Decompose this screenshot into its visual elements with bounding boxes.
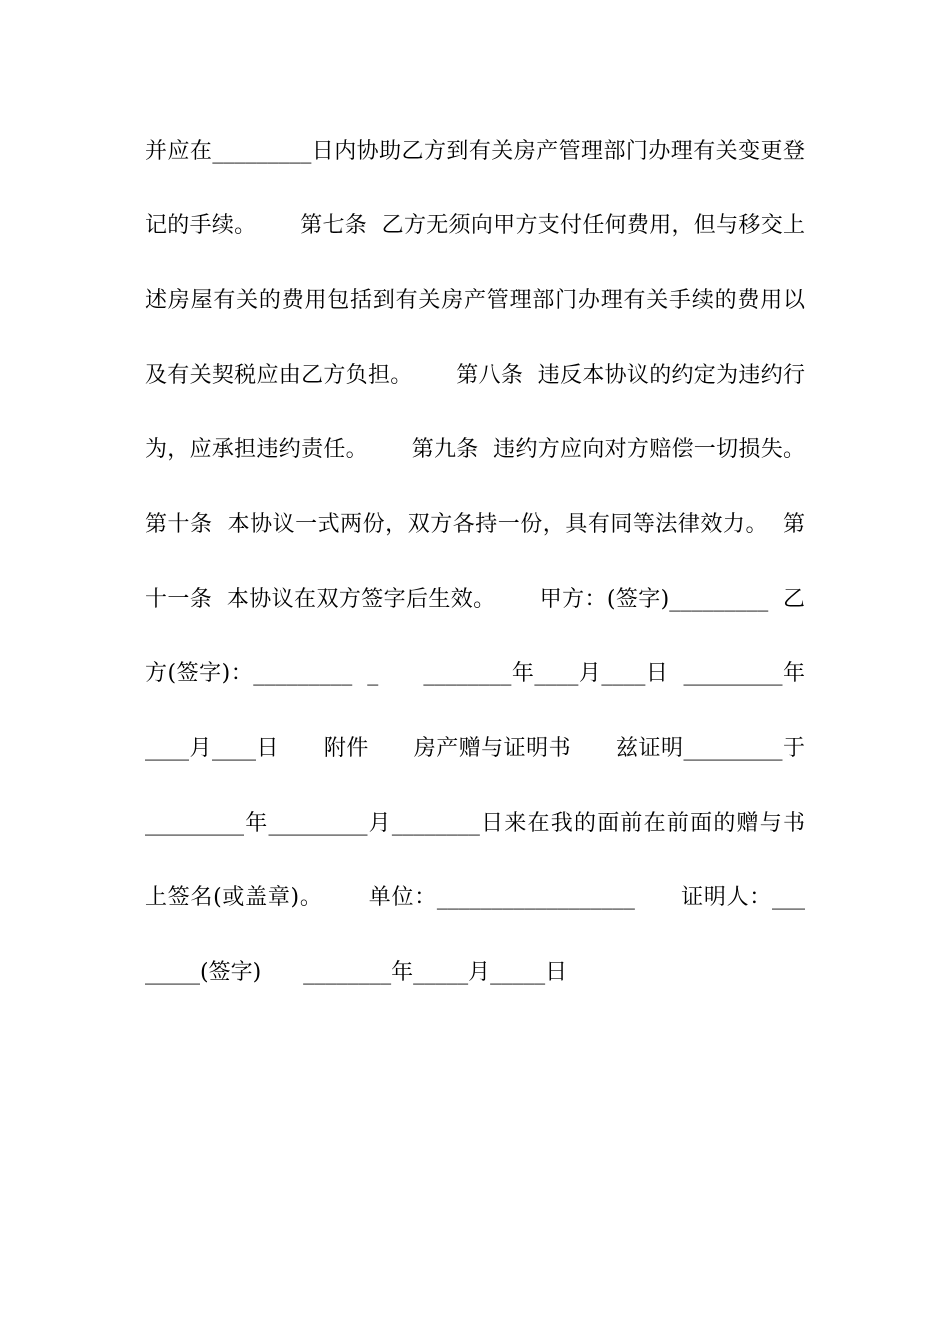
paragraph-line-1: 并应在_________日内协助乙方到有关房产管理部门办理有关变更登 xyxy=(145,139,805,164)
paragraph-line-3: 述房屋有关的费用包括到有关房产管理部门办理有关手续的费用以 xyxy=(145,288,805,313)
paragraph-line-8: 方(签字)：_________ _ ________年____月____日 _________年 xyxy=(145,661,805,686)
paragraph-line-6: 第十条 本协议一式两份，双方各持一份，具有同等法律效力。 第 xyxy=(145,512,805,537)
paragraph-line-2: 记的手续。 第七条 乙方无须向甲方支付任何费用，但与移交上 xyxy=(145,213,805,238)
paragraph-line-11: 上签名(或盖章)。 单位：__________________ 证明人：___ xyxy=(145,885,805,910)
paragraph-line-5: 为，应承担违约责任。 第九条 违约方应向对方赔偿一切损失。 xyxy=(145,437,805,462)
paragraph-line-12: _____(签字) ________年_____月_____日 xyxy=(145,960,568,985)
paragraph-line-10: _________年_________月________日来在我的面前在前面的赠与书 xyxy=(145,811,805,836)
paragraph-line-7: 十一条 本协议在双方签字后生效。 甲方：(签字)_________ 乙 xyxy=(145,587,805,612)
paragraph-line-4: 及有关契税应由乙方负担。 第八条 违反本协议的约定为违约行 xyxy=(145,363,805,388)
paragraph-line-9: ____月____日 附件 房产赠与证明书 兹证明_________于 xyxy=(145,736,805,761)
